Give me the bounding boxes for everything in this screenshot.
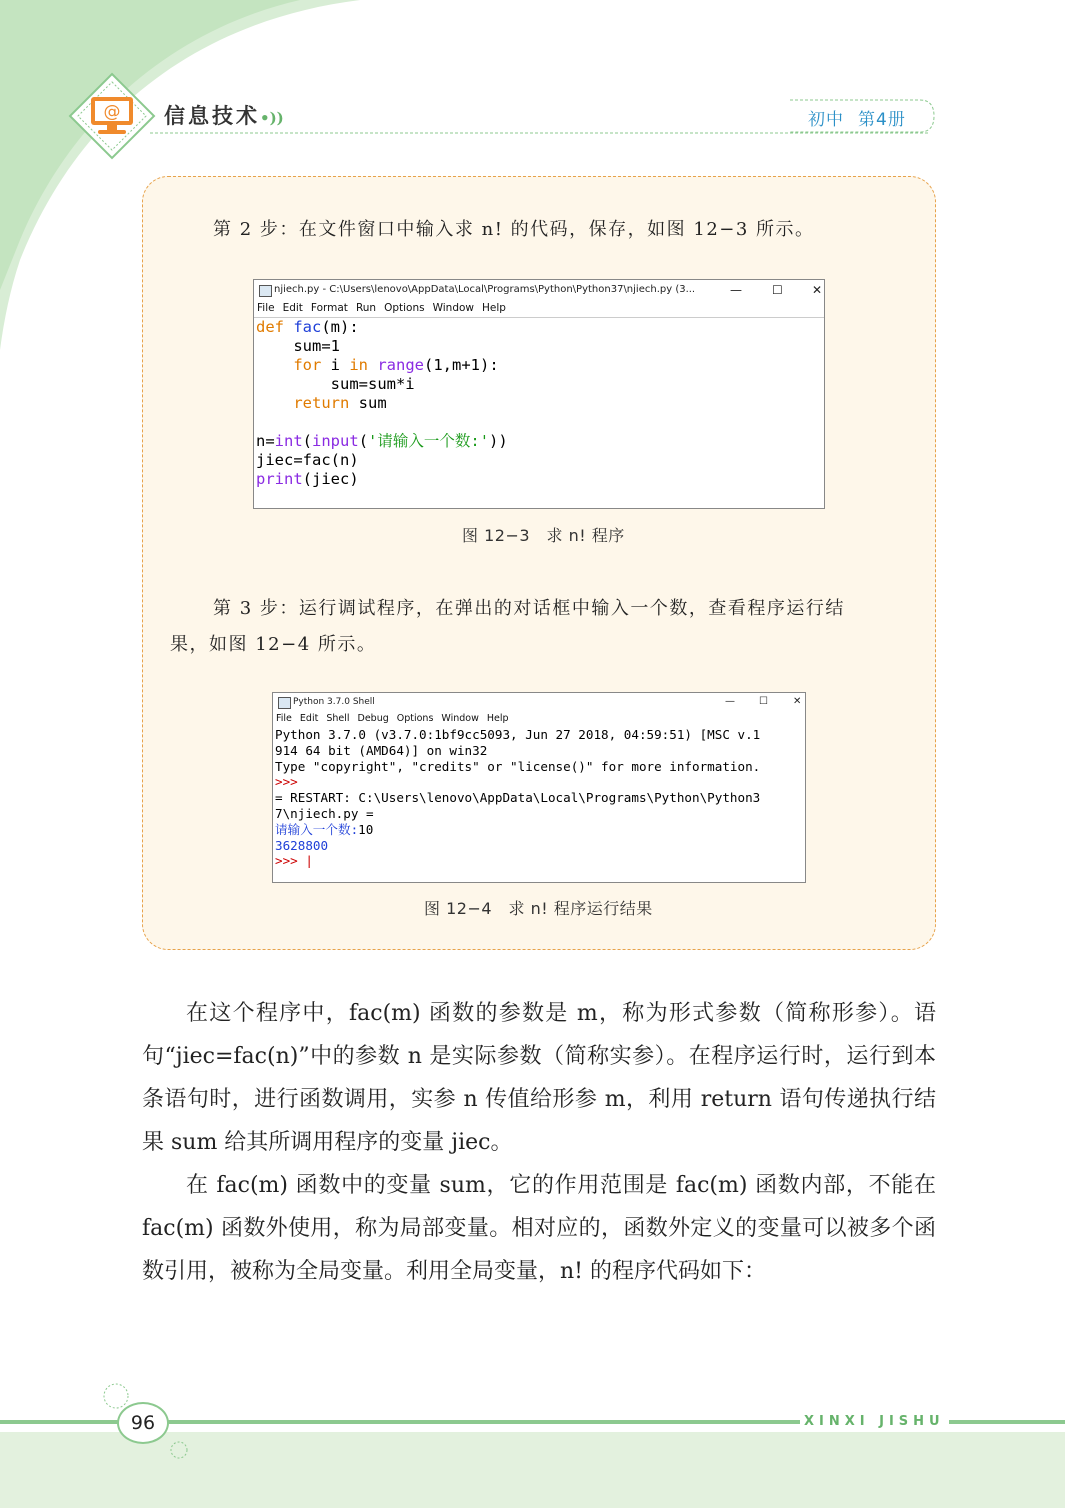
menu-window[interactable]: Window	[432, 302, 474, 314]
code-line	[256, 470, 824, 489]
code-text: jiec=fac(n)	[256, 451, 359, 469]
code-text: sum=1	[293, 337, 340, 355]
menu-file[interactable]: File	[257, 302, 275, 314]
code-line	[256, 451, 824, 470]
menu-edit[interactable]: Edit	[282, 302, 303, 314]
keyword-in: in	[349, 356, 368, 374]
shell-prompt: >>>	[275, 774, 298, 790]
footer-text: XINXI JISHU	[800, 1414, 949, 1429]
shell-menubar	[273, 711, 805, 727]
code-line	[256, 375, 824, 394]
input-prompt: 请输入一个数:	[275, 821, 359, 837]
keyword-return: return	[293, 394, 350, 412]
editor-menubar	[254, 300, 824, 318]
input-value: 10	[358, 821, 374, 837]
code-line	[256, 318, 824, 337]
menu-options[interactable]: Options	[384, 302, 425, 314]
menu-help[interactable]: Help	[486, 713, 509, 724]
shell-title: Python 3.7.0 Shell	[293, 697, 375, 707]
menu-shell[interactable]: Shell	[326, 713, 350, 724]
editor-title: njiech.py - C:\Users\lenovo\AppData\Local\Programs\Python\Python37\njiech.py (3...	[274, 284, 696, 295]
keyword-for: for	[293, 356, 322, 374]
code-text: n=	[256, 432, 275, 450]
close-button[interactable]: ✕	[812, 283, 823, 297]
menu-run[interactable]: Run	[355, 302, 377, 314]
shell-titlebar	[273, 693, 805, 711]
menu-help[interactable]: Help	[482, 302, 506, 314]
shell-line: 7\njiech.py =	[275, 805, 374, 821]
code-text: (jiec)	[302, 470, 359, 488]
menu-debug[interactable]: Debug	[357, 713, 389, 724]
shell-output[interactable]	[273, 727, 805, 869]
keyword-def: def	[256, 318, 284, 336]
code-text: i	[321, 356, 350, 374]
code-line	[256, 356, 824, 375]
figure-12-4-caption: 图 12−4 求 n! 程序运行结果	[424, 899, 653, 918]
shell-window	[272, 692, 806, 883]
code-text: ))	[489, 432, 508, 450]
shell-line: Python 3.7.0 (v3.7.0:1bf9cc5093, Jun 27 2018, 04:59:51) [MSC v.1	[275, 727, 761, 742]
step-2-text: 第 2 步：在文件窗口中输入求 n! 的代码，保存，如图 12−3 所示。	[213, 219, 815, 240]
minimize-button[interactable]: —	[730, 283, 742, 297]
header-volume-label: 第4册	[858, 110, 906, 130]
close-button[interactable]: ✕	[793, 696, 802, 707]
menu-options[interactable]: Options	[396, 713, 434, 724]
builtin-print: print	[256, 470, 303, 488]
editor-titlebar	[254, 280, 824, 300]
code-text: (1,m+1):	[424, 356, 499, 374]
shell-line: = RESTART: C:\Users\lenovo\AppData\Local\Programs\Python\Python3	[275, 790, 761, 806]
python-shell-icon	[278, 697, 291, 709]
shell-line: 914 64 bit (AMD64)] on win32	[275, 742, 488, 758]
code-line	[256, 413, 824, 432]
function-name: fac	[293, 318, 322, 336]
menu-edit[interactable]: Edit	[299, 713, 319, 724]
code-area[interactable]	[254, 318, 824, 489]
header-volume	[808, 105, 906, 130]
computer-logo-icon	[66, 72, 158, 160]
shell-result: 3628800	[275, 837, 329, 853]
code-text: (m):	[321, 318, 359, 336]
builtin-input: input	[312, 432, 359, 450]
menu-format[interactable]: Format	[310, 302, 348, 314]
code-text: (	[358, 432, 369, 450]
builtin-range: range	[377, 356, 425, 374]
code-text: sum	[349, 394, 387, 412]
maximize-button[interactable]: ☐	[759, 696, 768, 707]
shell-prompt-cursor[interactable]: >>> |	[275, 853, 313, 869]
code-line	[256, 394, 824, 413]
builtin-int: int	[274, 432, 303, 450]
signal-icon: •))	[260, 109, 284, 127]
figure-12-3-caption: 图 12−3 求 n! 程序	[462, 526, 625, 545]
svg-text:@: @	[103, 102, 121, 122]
code-line	[256, 432, 824, 451]
step-3-text-line1: 第 3 步：运行调试程序，在弹出的对话框中输入一个数，查看程序运行结	[213, 598, 845, 619]
menu-file[interactable]: File	[276, 713, 292, 724]
menu-window[interactable]: Window	[441, 713, 479, 724]
minimize-button[interactable]: —	[725, 696, 735, 707]
paragraph-2: 在 fac(m) 函数中的变量 sum，它的作用范围是 fac(m) 函数内部，不能在 fac(m) 函数外使用，称为局部变量。相对应的，函数外定义的变量可以被多个函数引用，被称为全局变量。利用全局变量，n! 的程序代码如下：	[142, 1173, 936, 1284]
page-number: 96	[117, 1402, 169, 1444]
python-file-icon	[259, 285, 272, 297]
editor-window	[253, 279, 825, 509]
body-text	[142, 992, 936, 1293]
code-text: (	[302, 432, 313, 450]
header-title: 信息技术•))	[164, 103, 284, 128]
maximize-button[interactable]: ☐	[772, 283, 783, 297]
code-line	[256, 337, 824, 356]
paragraph-1: 在这个程序中，fac(m) 函数的参数是 m，称为形式参数（简称形参）。语句“jiec=fac(n)”中的参数 n 是实际参数（简称实参）。在程序运行时，运行到本条语句时，进行函数调用，实参 n 传值给形参 m，利用 return 语句传递执行结果 sum 给其所调用程序的变量 jiec。	[142, 1001, 936, 1155]
string-literal: '请输入一个数:'	[368, 432, 490, 450]
code-text: sum=sum*i	[330, 375, 415, 393]
header-level: 初中	[808, 110, 844, 130]
shell-line	[275, 822, 805, 838]
step-3-text-line2: 果，如图 12−4 所示。	[170, 634, 377, 655]
shell-line: Type "copyright", "credits" or "license()" for more information.	[275, 758, 761, 774]
